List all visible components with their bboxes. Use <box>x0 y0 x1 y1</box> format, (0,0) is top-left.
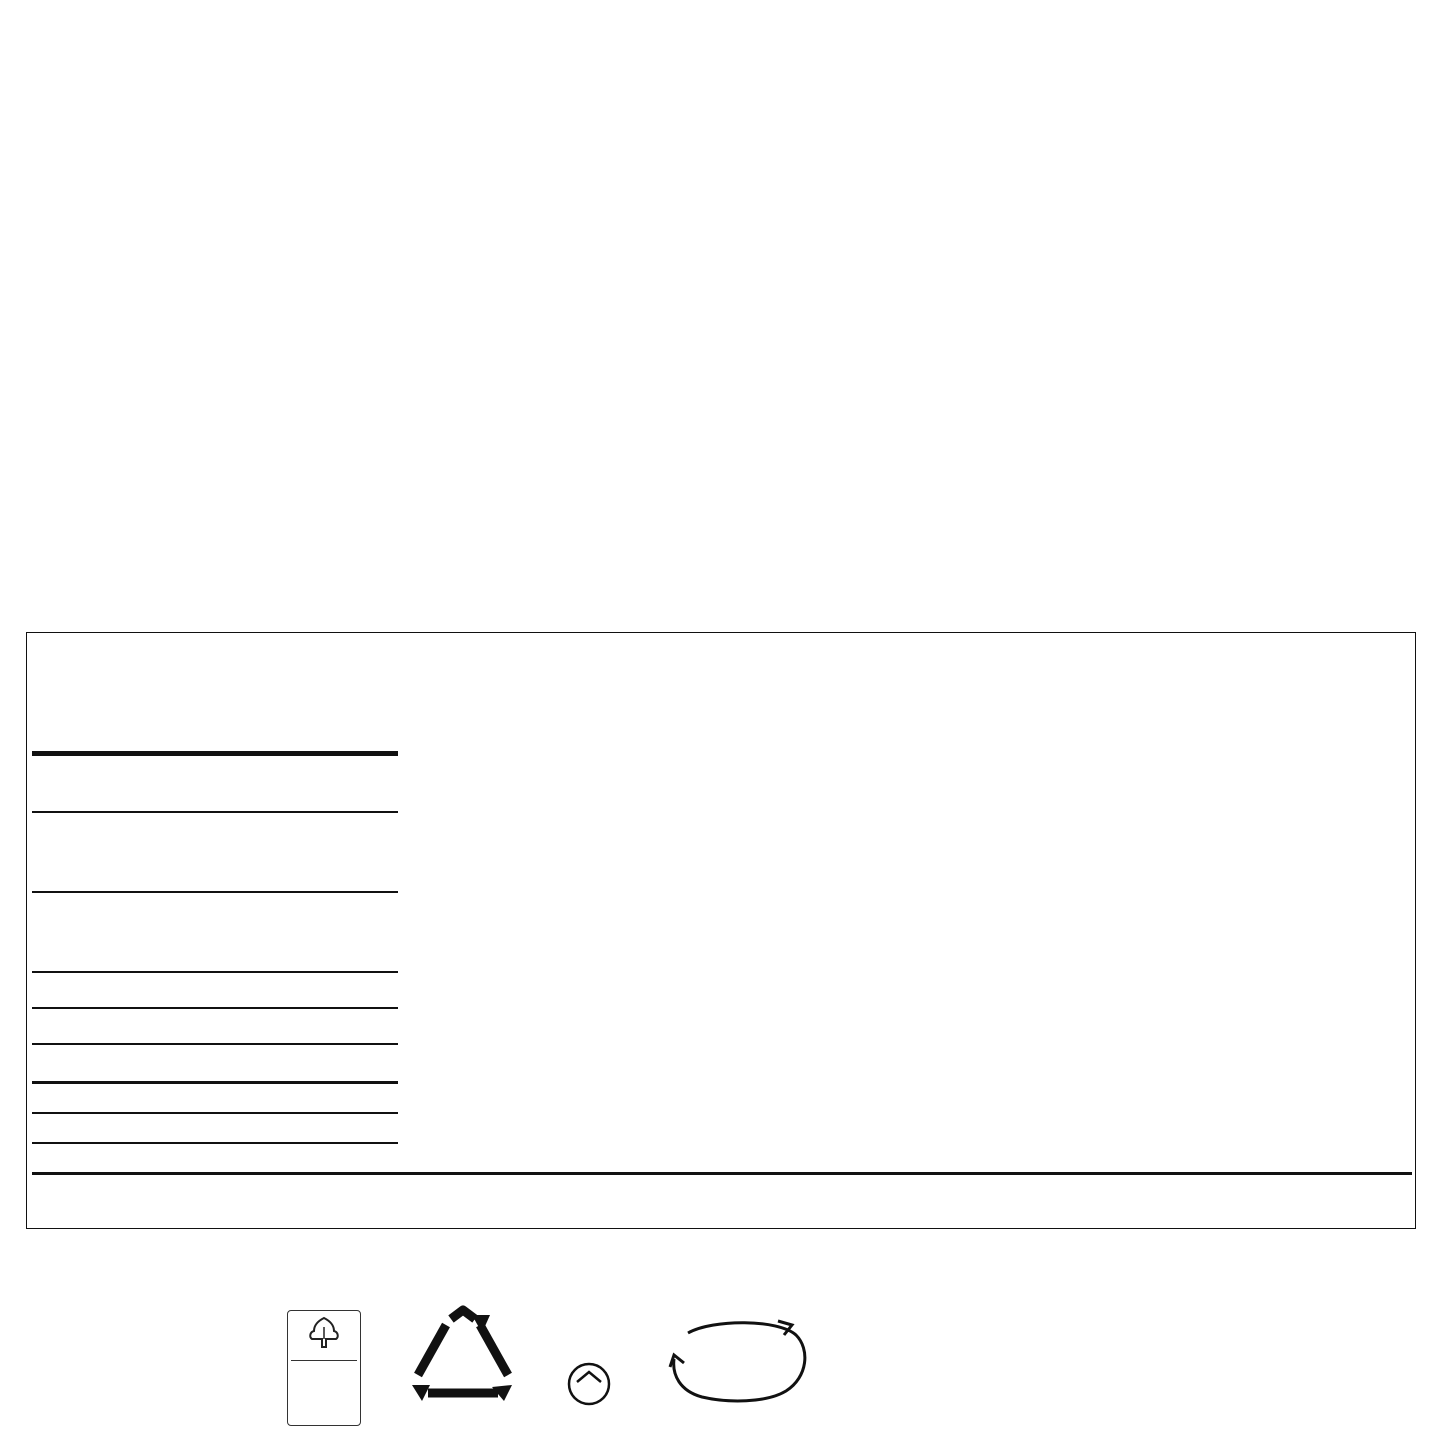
recycle-loop-icon <box>668 1315 813 1405</box>
rule <box>32 751 398 756</box>
rule <box>32 1142 398 1144</box>
rule <box>32 1007 398 1009</box>
rule <box>32 971 398 973</box>
rule <box>32 1081 398 1084</box>
rule <box>32 1112 398 1114</box>
tree-icon <box>304 1315 344 1351</box>
rule <box>32 891 398 893</box>
rule <box>32 1172 1412 1175</box>
recycling-triangle-logo <box>408 1305 518 1430</box>
fsc-logo <box>287 1310 361 1426</box>
recycle-me-logo <box>668 1315 813 1425</box>
rule <box>32 1043 398 1045</box>
kosher-icon <box>563 1362 615 1406</box>
rule <box>32 811 398 813</box>
nutrition-facts-table <box>26 632 1416 1229</box>
recycle-arrows-icon <box>408 1305 518 1405</box>
kosher-logo <box>563 1362 615 1416</box>
